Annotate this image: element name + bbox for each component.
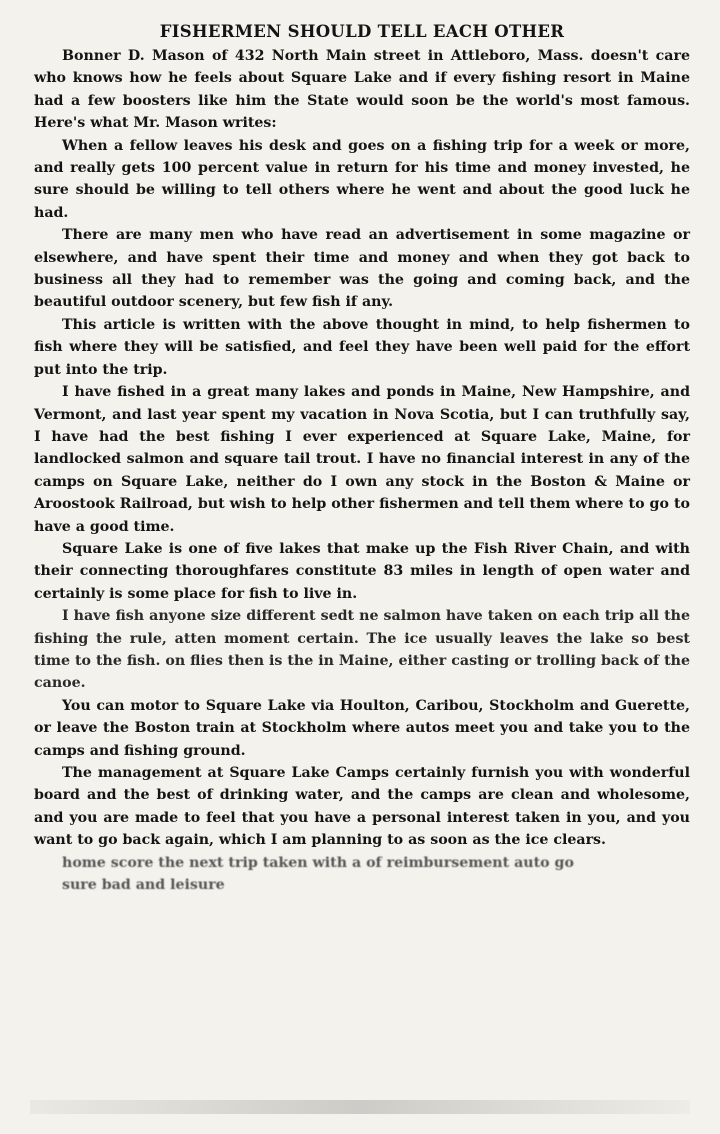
scan-smudge (30, 1100, 690, 1114)
article-paragraph-damaged: I have fish anyone size different sedt ne salmon have taken on each trip all the fishing the rule, atten moment certain. The ice usually leaves the lake so best time to the fish. on flies then is the in Maine, either casting or trolling back of the canoe. (34, 608, 690, 692)
article-paragraph: There are many men who have read an advertisement in some magazine or elsewhere, and have spent their time and money and when they got back to business all they had to remember was the going and coming back, and the beautiful outdoor scenery, but few fish if any. (34, 227, 690, 311)
article-paragraph-damaged: home score the next trip taken with a of reimbursement auto go (62, 854, 574, 871)
article-paragraph: I have fished in a great many lakes and ponds in Maine, New Hampshire, and Vermont, and last year spent my vacation in Nova Scotia, but I can truthfully say, I have had the best fishing I ever experienced at Square Lake, Maine, for landlocked salmon and square tail trout. I have no financial interest in any of the camps on Square Lake, neither do I own any stock in the Boston & Maine or Aroostook Railroad, but wish to help other fishermen and tell them where to go to have a good time. (34, 384, 690, 535)
article-paragraph: The management at Square Lake Camps certainly furnish you with wonderful board and the best of drinking water, and the camps are clean and wholesome, and you are made to feel that you have a personal interest taken in you, and you want to go back again, which I am planning to as soon as the ice clears. (34, 765, 690, 849)
article-paragraph: You can motor to Square Lake via Houlton, Caribou, Stockholm and Guerette, or leave the Boston train at Stockholm where autos meet you and take you to the camps and fishing ground. (34, 697, 690, 759)
article-paragraph: Square Lake is one of five lakes that make up the Fish River Chain, and with their connecting thoroughfares constitute 83 miles in length of open water and certainly is some place for fish to live in. (34, 540, 690, 602)
article-paragraph: This article is written with the above thought in mind, to help fishermen to fish where they will be satisfied, and feel they have been well paid for the effort put into the trip. (34, 316, 690, 378)
article-paragraph-damaged: sure bad and leisure (62, 877, 225, 894)
article-paragraph: Bonner D. Mason of 432 North Main street in Attleboro, Mass. doesn't care who knows how he feels about Square Lake and if every fishing resort in Maine had a few boosters like him the State would soon be the world's most famous. Here's what Mr. Mason writes: (34, 48, 690, 132)
article-headline: FISHERMEN SHOULD TELL EACH OTHER (159, 22, 565, 41)
article-paragraph: When a fellow leaves his desk and goes on a fishing trip for a week or more, and really gets 100 percent value in return for his time and money invested, he sure should be willing to tell others where he went and about the good luck he had. (34, 137, 690, 221)
